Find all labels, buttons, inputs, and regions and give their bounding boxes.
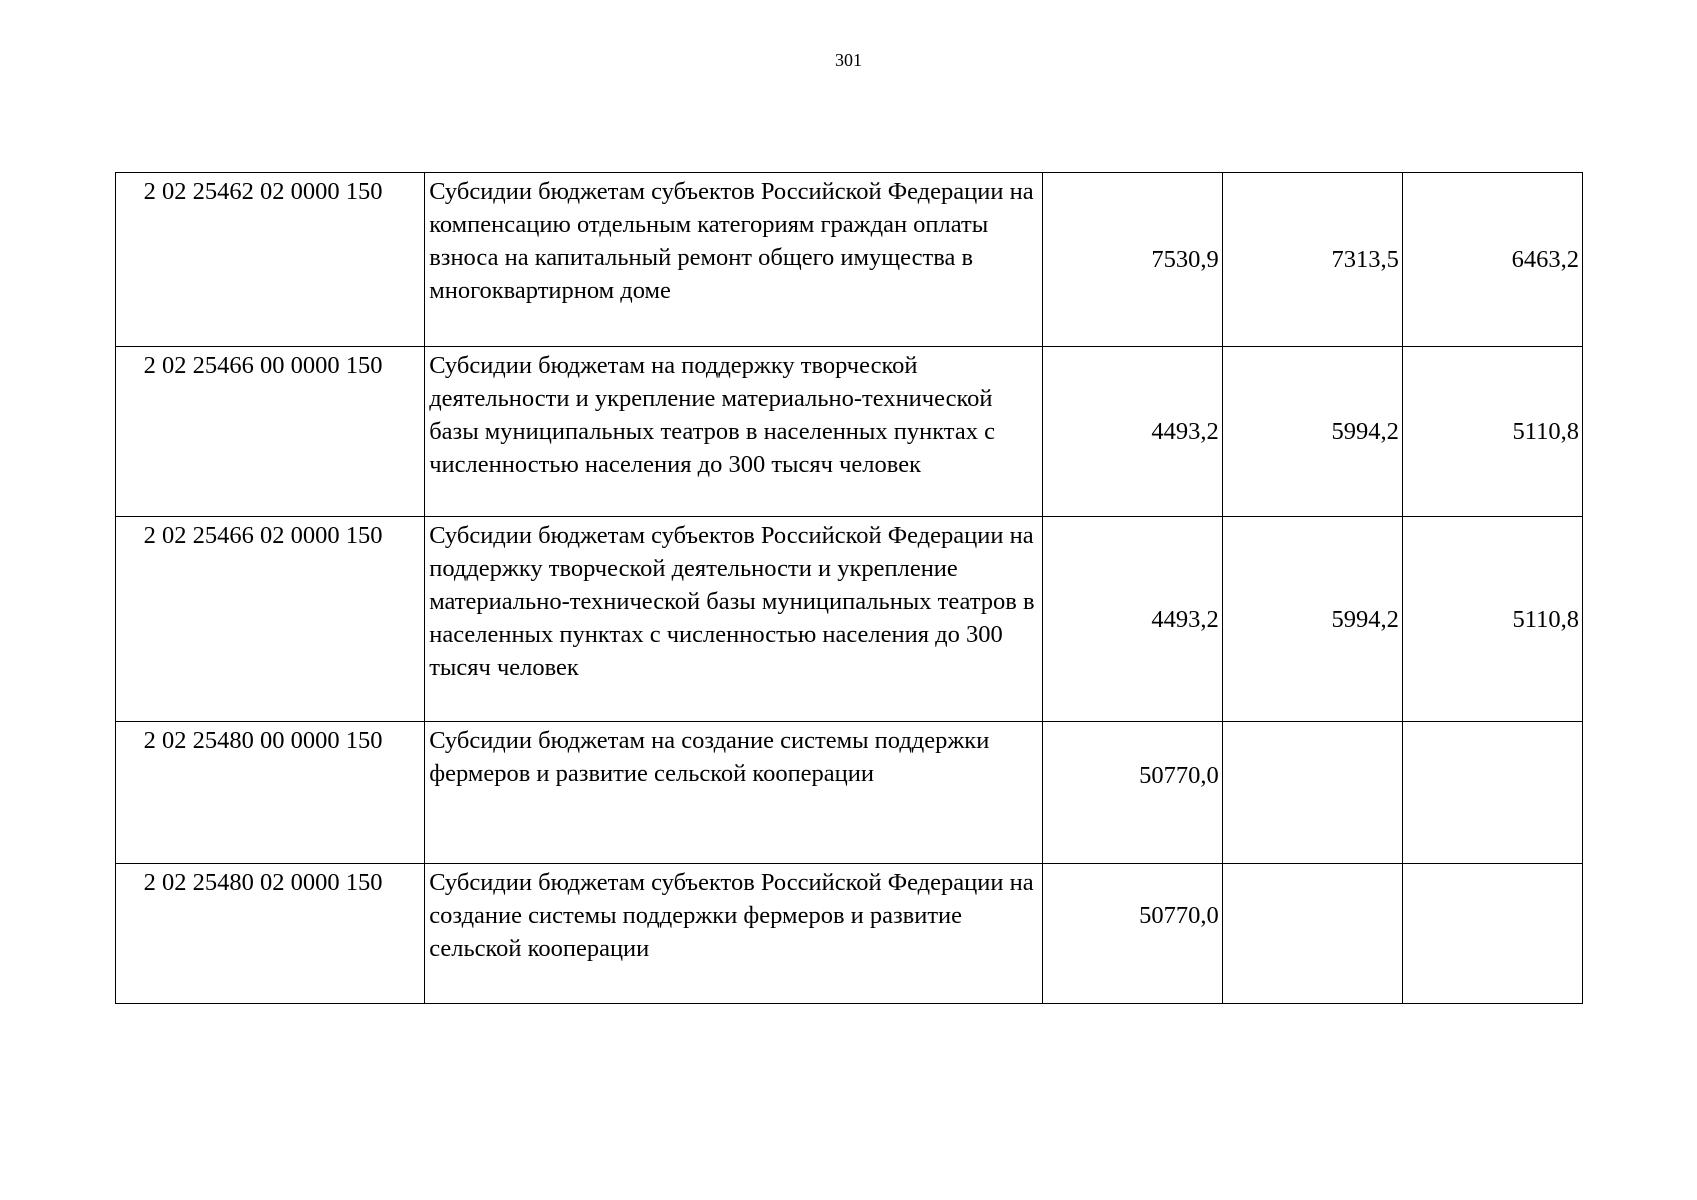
budget-code-cell: 2 02 25462 02 0000 150	[116, 173, 425, 347]
budget-code-cell: 2 02 25466 02 0000 150	[116, 517, 425, 722]
budget-code-cell: 2 02 25480 02 0000 150	[116, 864, 425, 1004]
table-row	[116, 517, 1583, 722]
amount-year-3-cell: 5110,8	[1402, 517, 1582, 722]
amount-year-2-cell	[1222, 722, 1402, 864]
amount-year-1-cell: 50770,0	[1042, 864, 1222, 1004]
table-row	[116, 722, 1583, 864]
amount-year-1-cell: 4493,2	[1042, 347, 1222, 517]
table-row	[116, 864, 1583, 1004]
amount-year-2-cell: 5994,2	[1222, 347, 1402, 517]
description-cell: Субсидии бюджетам субъектов Российской Федерации на поддержку творческой деятельности и укрепление материально-технической базы муниципальных театров в населенных пунктах с численностью населения до 300 тысяч человек	[425, 517, 1042, 722]
amount-year-2-cell: 7313,5	[1222, 173, 1402, 347]
table-row	[116, 347, 1583, 517]
amount-year-1-cell: 50770,0	[1042, 722, 1222, 864]
description-cell: Субсидии бюджетам на поддержку творческой деятельности и укрепление материально-технической базы муниципальных театров в населенных пунктах с численностью населения до 300 тысяч человек	[425, 347, 1042, 517]
table-row	[116, 173, 1583, 347]
amount-year-1-cell: 4493,2	[1042, 517, 1222, 722]
amount-year-2-cell: 5994,2	[1222, 517, 1402, 722]
amount-year-3-cell: 5110,8	[1402, 347, 1582, 517]
budget-table	[115, 172, 1583, 1004]
amount-year-3-cell	[1402, 722, 1582, 864]
description-cell: Субсидии бюджетам на создание системы поддержки фермеров и развитие сельской кооперации	[425, 722, 1042, 864]
amount-year-2-cell	[1222, 864, 1402, 1004]
page-number: 301	[835, 50, 862, 70]
amount-year-1-cell: 7530,9	[1042, 173, 1222, 347]
budget-code-cell: 2 02 25466 00 0000 150	[116, 347, 425, 517]
amount-year-3-cell	[1402, 864, 1582, 1004]
budget-code-cell: 2 02 25480 00 0000 150	[116, 722, 425, 864]
description-cell: Субсидии бюджетам субъектов Российской Федерации на создание системы поддержки фермеров и развитие сельской кооперации	[425, 864, 1042, 1004]
amount-year-3-cell: 6463,2	[1402, 173, 1582, 347]
description-cell: Субсидии бюджетам субъектов Российской Федерации на компенсацию отдельным категориям граждан оплаты взноса на капитальный ремонт общего имущества в многоквартирном доме	[425, 173, 1042, 347]
